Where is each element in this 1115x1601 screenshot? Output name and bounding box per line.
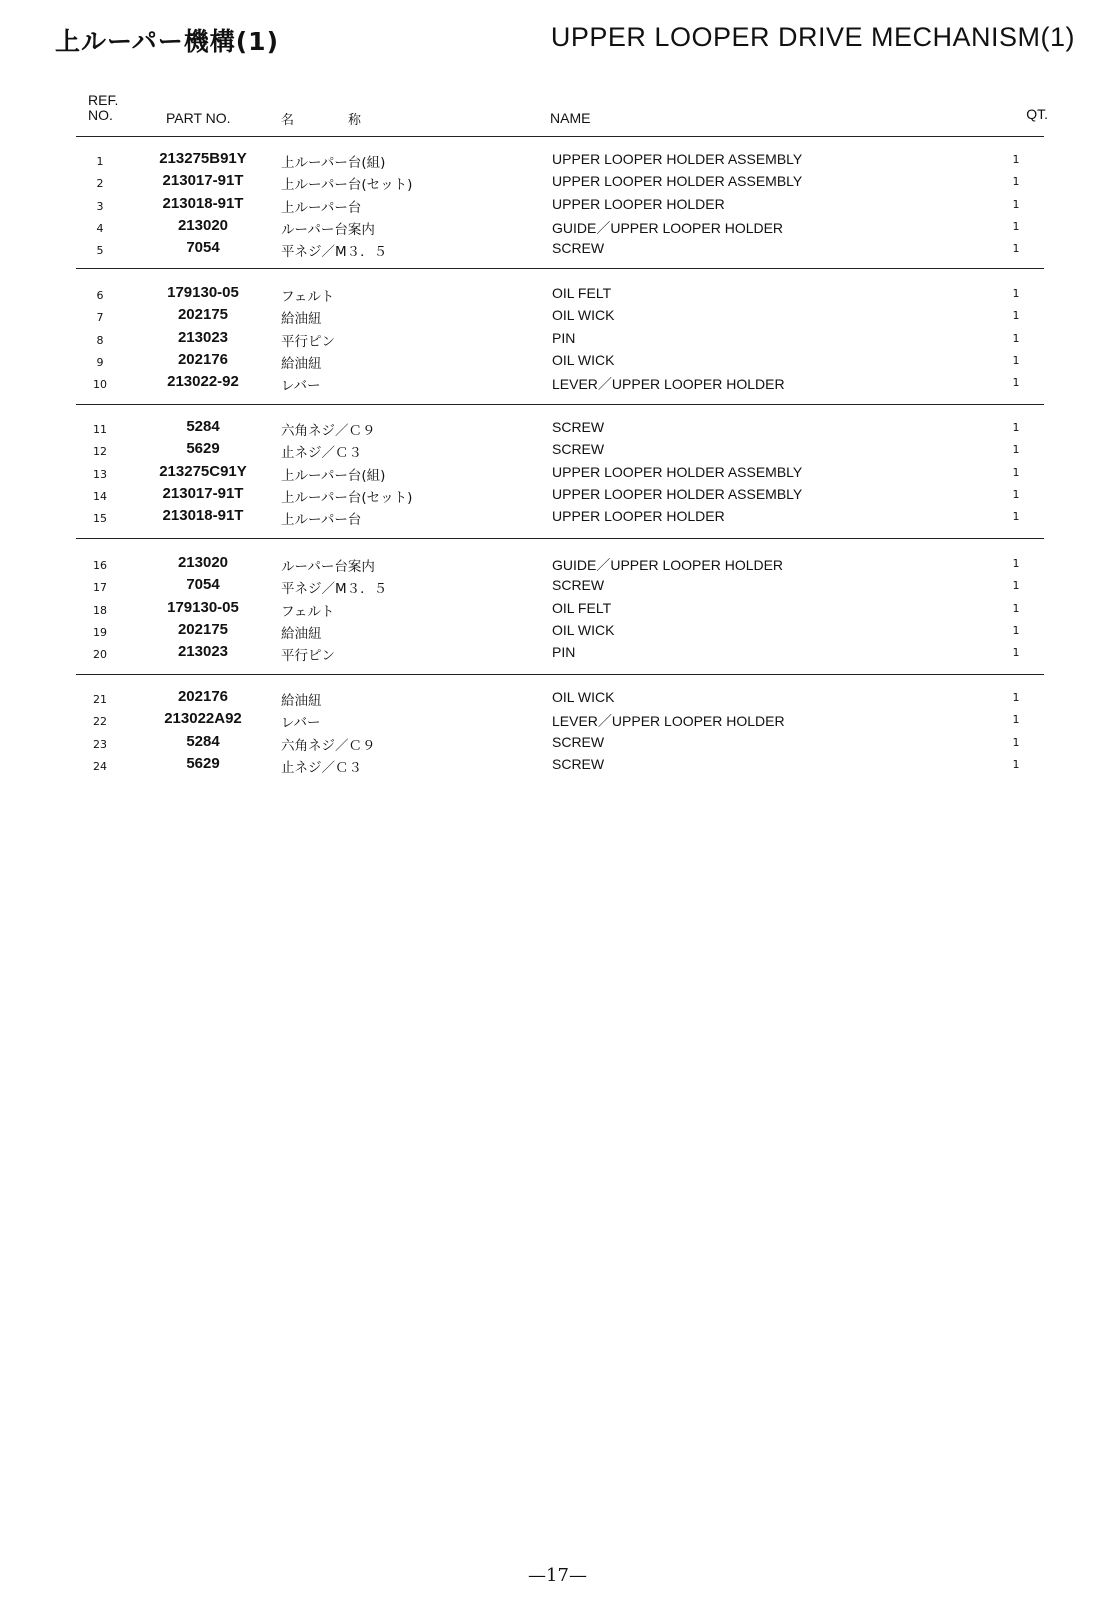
table-row: [0, 329, 1115, 351]
page-title-english: UPPER LOOPER DRIVE MECHANISM(1): [550, 22, 1075, 52]
part-no-cell: 213017-91T: [162, 172, 244, 190]
japanese-name-cell: フェルト: [281, 603, 335, 620]
japanese-name-cell: フェルト: [281, 289, 335, 305]
column-header-ref-line1: REF.: [88, 92, 119, 108]
table-row: [0, 688, 1115, 710]
japanese-name-cell: 給油紐: [281, 355, 322, 372]
quantity-cell: 1: [1012, 153, 1020, 166]
table-row: [0, 239, 1115, 261]
table-row: [0, 599, 1115, 621]
english-name-cell: GUIDE／UPPER LOOPER HOLDER: [552, 219, 784, 236]
japanese-name-cell: ルーパー台案内: [281, 559, 375, 575]
table-row: [0, 284, 1115, 306]
quantity-cell: 1: [1012, 579, 1020, 593]
column-header-name: NAME: [550, 110, 591, 126]
quantity-cell: 1: [1012, 309, 1020, 323]
japanese-name-cell: 上ルーパー台(組): [281, 467, 386, 484]
japanese-name-cell: 止ネジ／Ｃ３: [281, 445, 362, 462]
table-row: [0, 195, 1115, 217]
group-divider: [76, 538, 1044, 539]
quantity-cell: 1: [1012, 376, 1020, 390]
ref-no-cell: 16: [93, 559, 107, 572]
table-row: [0, 440, 1115, 462]
column-header-ref-no: [88, 93, 118, 123]
quantity-cell: 1: [1012, 219, 1020, 233]
table-row: [0, 351, 1115, 373]
ref-no-cell: 23: [93, 737, 107, 751]
part-no-cell: 213017-91T: [162, 484, 244, 502]
ref-no-cell: 6: [96, 289, 104, 302]
part-no-cell: 5629: [186, 754, 220, 772]
english-name-cell: UPPER LOOPER HOLDER ASSEMBLY: [552, 173, 803, 190]
quantity-cell: 1: [1012, 197, 1020, 211]
japanese-name-cell: 平ネジ／M３．５: [281, 581, 388, 598]
japanese-name-cell: 給油紐: [281, 693, 322, 709]
part-no-cell: 202175: [177, 620, 229, 638]
japanese-name-cell: レバー: [281, 378, 321, 395]
japanese-name-cell: 上ルーパー台(セット): [281, 489, 413, 506]
english-name-cell: PIN: [552, 644, 576, 661]
english-name-cell: SCREW: [552, 733, 605, 750]
part-no-cell: 7054: [186, 239, 220, 257]
ref-no-cell: 12: [93, 445, 107, 459]
ref-no-cell: 19: [93, 625, 107, 639]
ref-no-cell: 15: [93, 512, 107, 526]
quantity-cell: 1: [1012, 691, 1020, 704]
part-no-cell: 213018-91T: [162, 194, 244, 212]
part-no-cell: 5629: [186, 440, 220, 458]
quantity-cell: 1: [1012, 510, 1020, 524]
quantity-cell: 1: [1012, 487, 1020, 501]
english-name-cell: OIL WICK: [552, 621, 615, 638]
english-name-cell: OIL FELT: [552, 285, 612, 301]
quantity-cell: 1: [1012, 353, 1020, 367]
quantity-cell: 1: [1012, 601, 1020, 615]
quantity-cell: 1: [1012, 331, 1020, 345]
japanese-name-cell: レバー: [281, 715, 321, 732]
english-name-cell: UPPER LOOPER HOLDER: [552, 508, 725, 525]
part-no-cell: 5284: [186, 418, 220, 435]
ref-no-cell: 18: [93, 603, 107, 617]
table-row: [0, 621, 1115, 643]
english-name-cell: OIL FELT: [552, 599, 612, 616]
part-no-cell: 179130-05: [167, 598, 239, 616]
part-no-cell: 202176: [177, 350, 229, 368]
table-row: [0, 217, 1115, 239]
ref-no-cell: 4: [96, 221, 104, 235]
header-divider: [76, 136, 1044, 137]
ref-no-cell: 20: [93, 648, 107, 662]
quantity-cell: 1: [1012, 735, 1020, 749]
part-no-cell: 213018-91T: [162, 507, 244, 525]
quantity-cell: 1: [1012, 242, 1020, 256]
part-no-cell: 213023: [177, 328, 229, 346]
english-name-cell: UPPER LOOPER HOLDER ASSEMBLY: [552, 151, 803, 167]
ref-no-cell: 17: [93, 581, 107, 595]
table-row: [0, 733, 1115, 755]
ref-no-cell: 21: [93, 693, 107, 706]
part-no-cell: 213020: [177, 216, 229, 234]
english-name-cell: LEVER／UPPER LOOPER HOLDER: [552, 713, 785, 730]
english-name-cell: SCREW: [552, 419, 605, 435]
quantity-cell: 1: [1012, 713, 1020, 727]
column-header-part-no: PART NO.: [166, 110, 231, 126]
japanese-name-cell: 六角ネジ／Ｃ９: [281, 423, 376, 439]
quantity-cell: 1: [1012, 421, 1020, 434]
quantity-cell: 1: [1012, 465, 1020, 479]
quantity-cell: 1: [1012, 623, 1020, 637]
part-no-cell: 179130-05: [167, 284, 239, 301]
page-number: —17—: [528, 1565, 587, 1586]
quantity-cell: 1: [1012, 287, 1020, 300]
part-no-cell: 7054: [186, 576, 220, 594]
english-name-cell: OIL WICK: [552, 351, 615, 368]
quantity-cell: 1: [1012, 646, 1020, 660]
english-name-cell: SCREW: [552, 755, 605, 772]
english-name-cell: PIN: [552, 329, 576, 346]
part-no-cell: 202175: [177, 306, 229, 324]
ref-no-cell: 8: [96, 333, 104, 347]
table-row: [0, 576, 1115, 598]
ref-no-cell: 13: [93, 467, 107, 481]
table-row: [0, 643, 1115, 665]
table-row: [0, 463, 1115, 485]
part-no-cell: 213023: [177, 643, 229, 661]
ref-no-cell: 9: [96, 355, 104, 369]
page-title-japanese: 上ルーパー機構(1): [55, 27, 279, 56]
quantity-cell: 1: [1012, 175, 1020, 189]
ref-no-cell: 2: [96, 177, 104, 191]
english-name-cell: UPPER LOOPER HOLDER ASSEMBLY: [552, 463, 803, 480]
quantity-cell: 1: [1012, 557, 1020, 570]
japanese-name-cell: 給油紐: [281, 311, 322, 328]
column-header-qt: QT.: [1026, 106, 1048, 122]
japanese-name-cell: 平ネジ／M３．５: [281, 244, 388, 261]
ref-no-cell: 11: [93, 423, 107, 436]
ref-no-cell: 5: [96, 244, 104, 258]
column-header-jp-name-2: 称: [348, 113, 362, 128]
english-name-cell: SCREW: [552, 240, 605, 257]
table-row: [0, 418, 1115, 440]
column-header-ref-line2: NO.: [88, 107, 113, 123]
ref-no-cell: 7: [96, 311, 104, 325]
part-no-cell: 213022A92: [164, 710, 242, 728]
ref-no-cell: 10: [93, 378, 107, 392]
ref-no-cell: 3: [96, 199, 104, 213]
table-row: [0, 485, 1115, 507]
part-no-cell: 213275B91Y: [159, 150, 247, 167]
part-no-cell: 5284: [186, 732, 220, 750]
table-row: [0, 554, 1115, 576]
japanese-name-cell: 平行ピン: [281, 648, 335, 665]
table-row: [0, 150, 1115, 172]
japanese-name-cell: 平行ピン: [281, 333, 335, 350]
japanese-name-cell: 止ネジ／Ｃ３: [281, 759, 362, 776]
japanese-name-cell: 上ルーパー台(セット): [281, 177, 413, 194]
ref-no-cell: 24: [93, 759, 107, 773]
english-name-cell: UPPER LOOPER HOLDER: [552, 195, 725, 212]
english-name-cell: LEVER／UPPER LOOPER HOLDER: [552, 376, 785, 393]
japanese-name-cell: ルーパー台案内: [281, 221, 375, 238]
quantity-cell: 1: [1012, 757, 1020, 771]
english-name-cell: UPPER LOOPER HOLDER ASSEMBLY: [552, 485, 803, 502]
english-name-cell: GUIDE／UPPER LOOPER HOLDER: [552, 557, 784, 573]
ref-no-cell: 14: [93, 489, 107, 503]
table-row: [0, 306, 1115, 328]
part-no-cell: 202176: [177, 688, 229, 705]
ref-no-cell: 22: [93, 715, 107, 729]
group-divider: [76, 268, 1044, 269]
table-row: [0, 710, 1115, 732]
table-row: [0, 172, 1115, 194]
japanese-name-cell: 給油紐: [281, 625, 322, 642]
quantity-cell: 1: [1012, 443, 1020, 457]
ref-no-cell: 1: [96, 155, 104, 168]
english-name-cell: SCREW: [552, 577, 605, 594]
japanese-name-cell: 上ルーパー台(組): [281, 155, 386, 171]
english-name-cell: OIL WICK: [552, 689, 615, 705]
part-no-cell: 213022-92: [167, 373, 239, 391]
column-header-jp-name-1: 名: [281, 113, 295, 128]
part-no-cell: 213020: [177, 554, 229, 571]
group-divider: [76, 674, 1044, 675]
japanese-name-cell: 上ルーパー台: [281, 199, 362, 216]
japanese-name-cell: 六角ネジ／Ｃ９: [281, 737, 376, 754]
part-no-cell: 213275C91Y: [159, 462, 247, 480]
table-row: [0, 507, 1115, 529]
table-row: [0, 373, 1115, 395]
english-name-cell: OIL WICK: [552, 307, 615, 324]
english-name-cell: SCREW: [552, 441, 605, 458]
table-row: [0, 755, 1115, 777]
japanese-name-cell: 上ルーパー台: [281, 512, 362, 529]
group-divider: [76, 404, 1044, 405]
